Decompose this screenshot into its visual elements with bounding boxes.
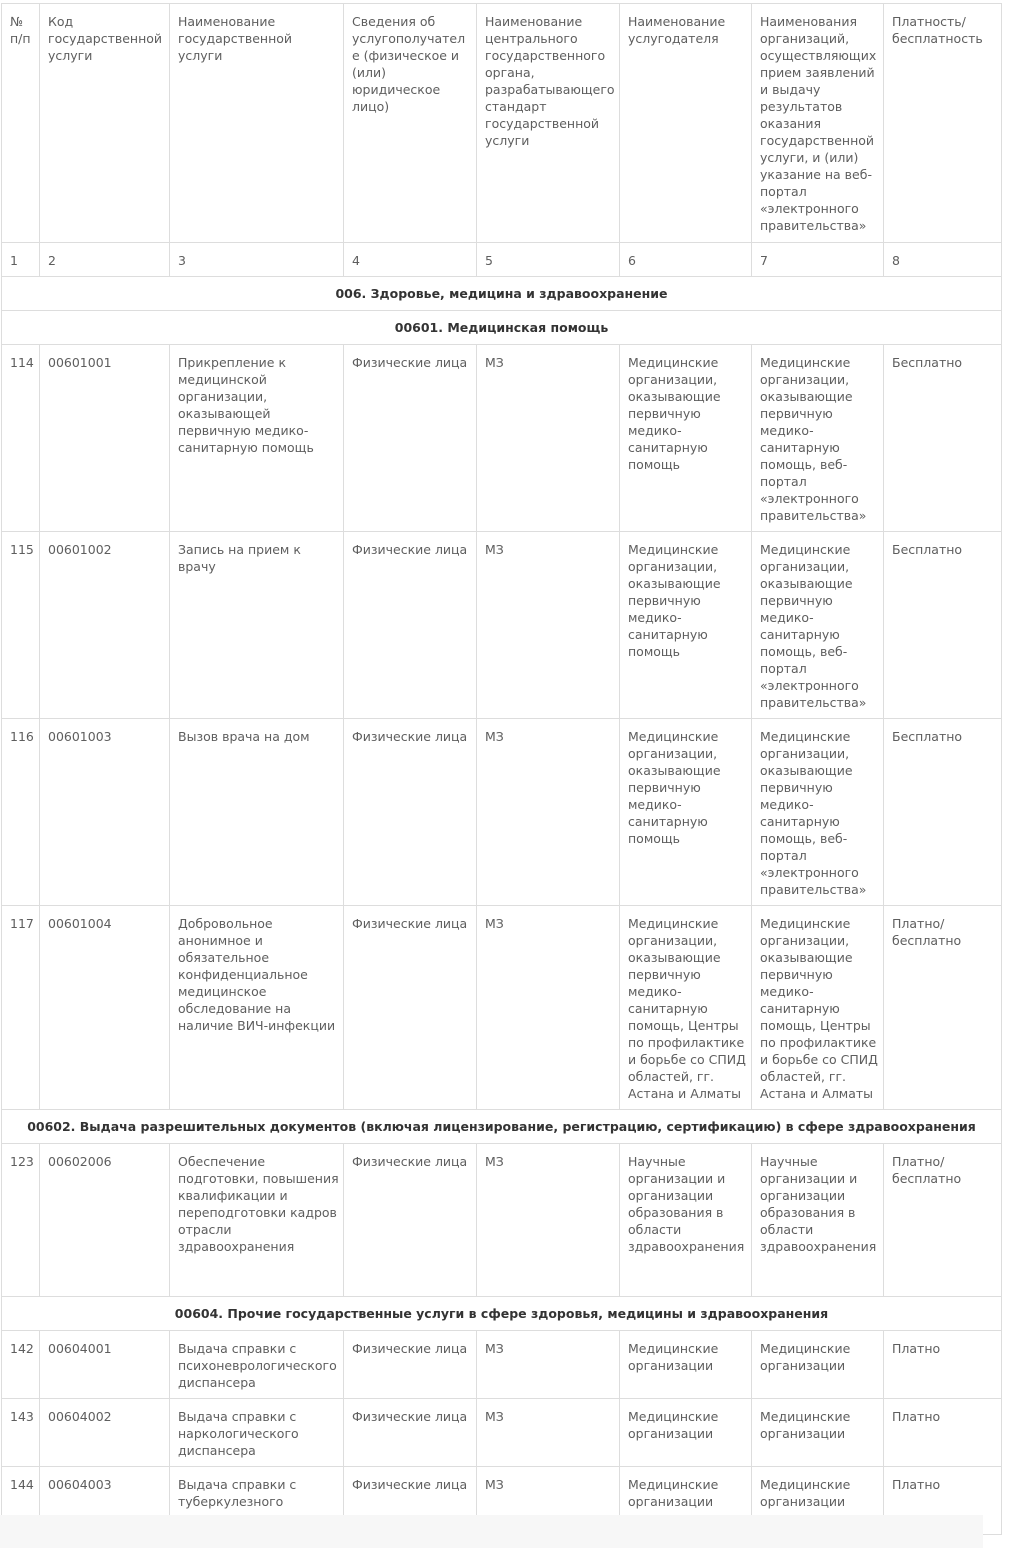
cell-recipient: Физические лица (344, 906, 477, 1110)
header-cell-payment: Платность/ бесплатность (884, 4, 1002, 243)
cell-payment: Платно (884, 1467, 1002, 1535)
cell-organizations: Медицинские организации, оказывающие первичную медико-санитарную помощь, веб-портал «электронного правительства» (752, 345, 884, 532)
header-cell-central-body: Наименование центрального государственного органа, разрабатывающего стандарт государственной услуги (477, 4, 620, 243)
section-row (2, 1297, 1002, 1331)
cell-code: 00601004 (40, 906, 170, 1110)
cell-central-body: МЗ (477, 1399, 620, 1467)
column-number-cell: 3 (170, 243, 344, 277)
cell-provider: Медицинские организации, оказывающие первичную медико-санитарную помощь (620, 345, 752, 532)
column-number-cell: 2 (40, 243, 170, 277)
section-title-health: 006. Здоровье, медицина и здравоохранение (2, 277, 1002, 311)
section-title-medical-care: 00601. Медицинская помощь (2, 311, 1002, 345)
cell-code: 00601001 (40, 345, 170, 532)
services-table (1, 3, 1002, 1535)
column-number-cell: 1 (2, 243, 40, 277)
cell-provider: Медицинские организации, оказывающие первичную медико-санитарную помощь (620, 719, 752, 906)
cell-service-name: Выдача справки с туберкулезного (170, 1467, 344, 1535)
cell-service-name: Прикрепление к медицинской организации, оказывающей первичную медико-санитарную помощь (170, 345, 344, 532)
table-row (2, 345, 1002, 532)
section-row (2, 277, 1002, 311)
cell-provider: Медицинские организации, оказывающие первичную медико-санитарную помощь (620, 532, 752, 719)
cell-number: 114 (2, 345, 40, 532)
cell-recipient: Физические лица (344, 1144, 477, 1297)
cell-number: 115 (2, 532, 40, 719)
cell-service-name: Выдача справки с наркологического диспансера (170, 1399, 344, 1467)
cell-provider: Медицинские организации, оказывающие первичную медико-санитарную помощь, Центры по профилактике и борьбе со СПИД областей, гг. Астана и Алматы (620, 906, 752, 1110)
cell-central-body: МЗ (477, 906, 620, 1110)
column-number-cell: 6 (620, 243, 752, 277)
table-row (2, 532, 1002, 719)
cell-number: 142 (2, 1331, 40, 1399)
column-number-cell: 8 (884, 243, 1002, 277)
table-row (2, 719, 1002, 906)
cell-recipient: Физические лица (344, 719, 477, 906)
table-row (2, 1144, 1002, 1297)
section-title-permits: 00602. Выдача разрешительных документов (включая лицензирование, регистрацию, сертификацию) в сфере здравоохранения (2, 1110, 1002, 1144)
cell-organizations: Медицинские организации, оказывающие первичную медико-санитарную помощь, веб-портал «электронного правительства» (752, 532, 884, 719)
cell-organizations: Медицинские организации (752, 1399, 884, 1467)
cell-service-name: Выдача справки с психоневрологического диспансера (170, 1331, 344, 1399)
table-row (2, 906, 1002, 1110)
header-cell-recipient: Сведения об услугополучателе (физическое и (или) юридическое лицо) (344, 4, 477, 243)
cell-service-name: Добровольное анонимное и обязательное конфиденциальное медицинское обследование на наличие ВИЧ-инфекции (170, 906, 344, 1110)
cell-organizations: Научные организации и организации образования в области здравоохранения (752, 1144, 884, 1297)
header-cell-organizations: Наименования организаций, осуществляющих прием заявлений и выдачу результатов оказания государственной услуги, и (или) указание на веб-портал «электронного правительства» (752, 4, 884, 243)
cell-payment: Бесплатно (884, 532, 1002, 719)
header-cell-service-name: Наименование государственной услуги (170, 4, 344, 243)
header-cell-provider: Наименование услугодателя (620, 4, 752, 243)
cell-recipient: Физические лица (344, 532, 477, 719)
header-cell-code: Код государственной услуги (40, 4, 170, 243)
header-cell-number: № п/п (2, 4, 40, 243)
cell-provider: Научные организации и организации образования в области здравоохранения (620, 1144, 752, 1297)
cell-organizations: Медицинские организации, оказывающие первичную медико-санитарную помощь, веб-портал «электронного правительства» (752, 719, 884, 906)
column-number-cell: 5 (477, 243, 620, 277)
cell-payment: Бесплатно (884, 345, 1002, 532)
cell-payment: Платно/ бесплатно (884, 906, 1002, 1110)
cell-code: 00601003 (40, 719, 170, 906)
table-row (2, 1399, 1002, 1467)
cell-organizations: Медицинские организации (752, 1467, 884, 1535)
cell-number: 117 (2, 906, 40, 1110)
cell-recipient: Физические лица (344, 345, 477, 532)
section-title-other-services: 00604. Прочие государственные услуги в сфере здоровья, медицины и здравоохранения (2, 1297, 1002, 1331)
header-row (2, 4, 1002, 243)
column-number-cell: 7 (752, 243, 884, 277)
cell-central-body: МЗ (477, 532, 620, 719)
cell-recipient: Физические лица (344, 1399, 477, 1467)
section-row (2, 1110, 1002, 1144)
cell-code: 00602006 (40, 1144, 170, 1297)
cell-payment: Платно/ бесплатно (884, 1144, 1002, 1297)
column-number-cell: 4 (344, 243, 477, 277)
cell-central-body: МЗ (477, 345, 620, 532)
cell-code: 00604003 (40, 1467, 170, 1535)
table-body (2, 4, 1002, 1535)
page-footer-band (0, 1515, 983, 1548)
cell-service-name: Обеспечение подготовки, повышения квалификации и переподготовки кадров отрасли здравоохранения (170, 1144, 344, 1297)
cell-organizations: Медицинские организации, оказывающие первичную медико-санитарную помощь, Центры по профилактике и борьбе со СПИД областей, гг. Астана и Алматы (752, 906, 884, 1110)
cell-code: 00604001 (40, 1331, 170, 1399)
table-container (1, 3, 983, 1509)
cell-recipient: Физические лица (344, 1331, 477, 1399)
column-number-row (2, 243, 1002, 277)
section-row (2, 311, 1002, 345)
cell-service-name: Запись на прием к врачу (170, 532, 344, 719)
cell-central-body: МЗ (477, 1331, 620, 1399)
cell-organizations: Медицинские организации (752, 1331, 884, 1399)
cell-service-name: Вызов врача на дом (170, 719, 344, 906)
cell-provider: Медицинские организации (620, 1399, 752, 1467)
cell-central-body: МЗ (477, 719, 620, 906)
cell-central-body: МЗ (477, 1467, 620, 1535)
cell-payment: Бесплатно (884, 719, 1002, 906)
cell-code: 00601002 (40, 532, 170, 719)
cell-payment: Платно (884, 1331, 1002, 1399)
cell-number: 123 (2, 1144, 40, 1297)
cell-number: 144 (2, 1467, 40, 1535)
cell-recipient: Физические лица (344, 1467, 477, 1535)
cell-code: 00604002 (40, 1399, 170, 1467)
cell-number: 143 (2, 1399, 40, 1467)
table-row (2, 1331, 1002, 1399)
cell-provider: Медицинские организации (620, 1467, 752, 1535)
cell-number: 116 (2, 719, 40, 906)
cell-payment: Платно (884, 1399, 1002, 1467)
cell-central-body: МЗ (477, 1144, 620, 1297)
cell-provider: Медицинские организации (620, 1331, 752, 1399)
